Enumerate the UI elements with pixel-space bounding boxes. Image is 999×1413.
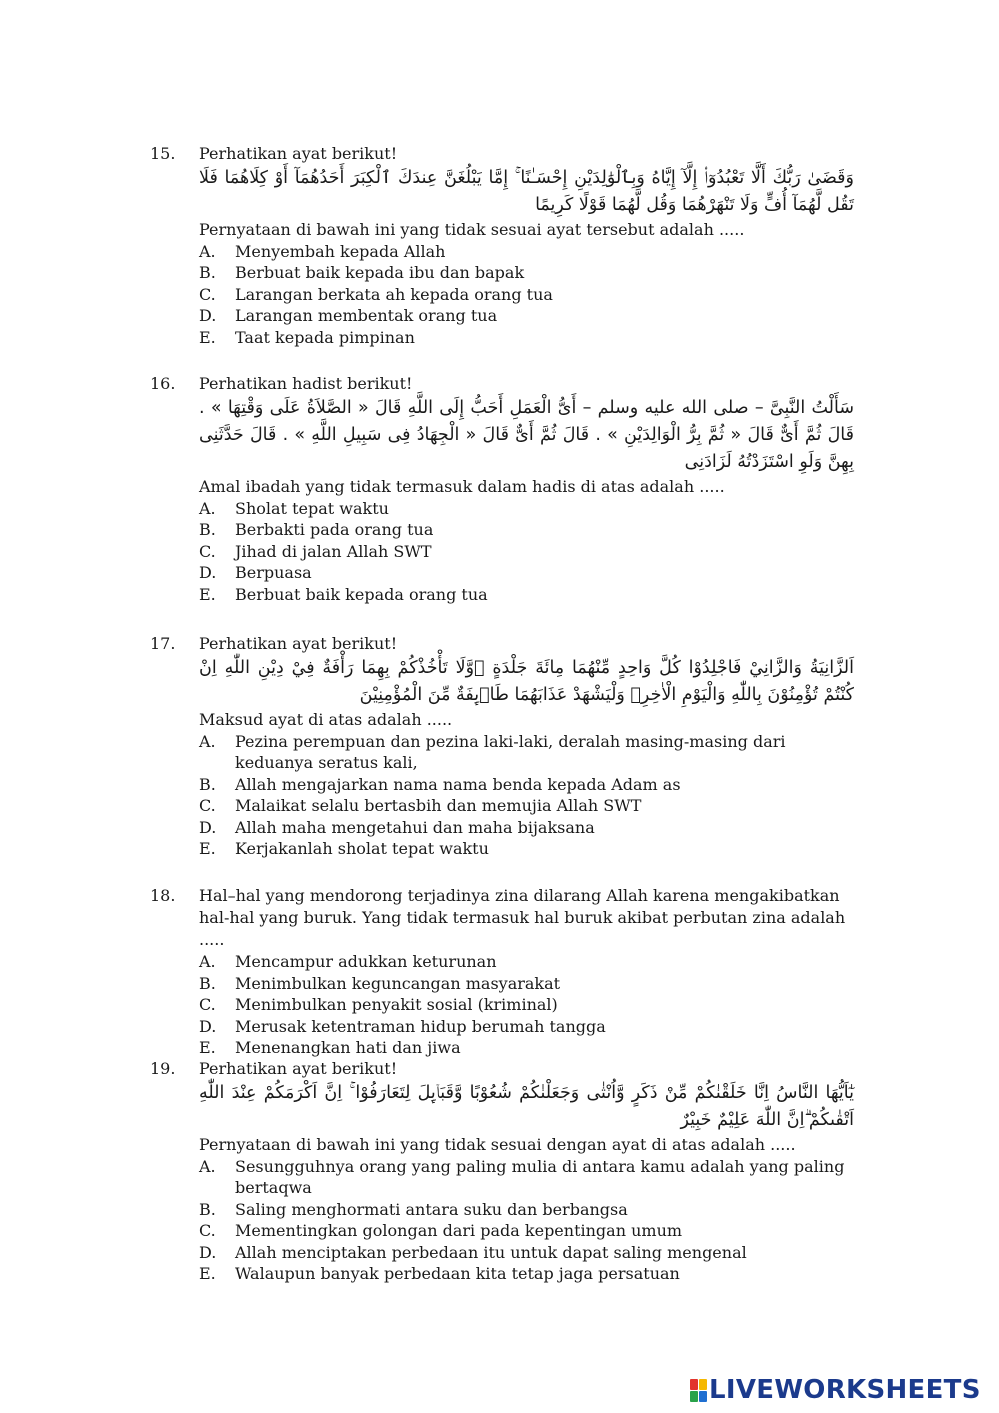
option-text: Allah menciptakan perbedaan itu untuk dapat saling mengenal [235, 1242, 747, 1262]
question-18 [150, 885, 850, 1059]
option-e[interactable] [199, 327, 850, 349]
option-a[interactable] [199, 731, 850, 774]
option-e[interactable] [199, 1037, 850, 1059]
option-letter: A. [199, 241, 216, 261]
option-d[interactable] [199, 1016, 850, 1038]
option-letter: E. [199, 1264, 216, 1284]
option-letter: B. [199, 1199, 216, 1219]
option-d[interactable] [199, 562, 850, 584]
option-text: Mencampur adukkan keturunan [235, 952, 497, 971]
question-statement: Pernyataan di bawah ini yang tidak sesuai dengan ayat di atas adalah ..... [199, 1135, 796, 1154]
option-text: Menimbulkan penyakit sosial (kriminal) [235, 995, 558, 1015]
option-text: Pezina perempuan dan pezina laki-laki, deralah masing-masing dari keduanya seratus kali, [235, 731, 786, 773]
option-a[interactable] [199, 498, 850, 520]
option-letter: A. [199, 1156, 216, 1176]
option-letter: D. [199, 1242, 217, 1262]
option-letter: D. [199, 306, 217, 326]
liveworksheets-brand[interactable] [690, 1375, 990, 1405]
question-number: 18. [150, 886, 176, 905]
logo-square-red [690, 1379, 698, 1390]
option-letter: B. [199, 520, 216, 540]
logo-square-yellow [699, 1379, 707, 1390]
option-text: Merusak ketentraman hidup berumah tangga [235, 1016, 606, 1036]
option-text: Larangan berkata ah kepada orang tua [235, 284, 553, 304]
option-letter: A. [199, 731, 216, 751]
logo-square-blue [699, 1391, 707, 1402]
option-letter: E. [199, 584, 216, 604]
option-b[interactable] [199, 774, 850, 796]
option-text: Menyembah kepada Allah [235, 241, 446, 261]
option-text: Malaikat selalu bertasbih dan memujia Allah SWT [235, 796, 642, 816]
liveworksheets-logo-icon [690, 1379, 706, 1401]
option-letter: A. [199, 952, 216, 971]
option-e[interactable] [199, 838, 850, 860]
question-number: 16. [150, 374, 176, 393]
option-b[interactable] [199, 262, 850, 284]
question-number: 15. [150, 144, 176, 163]
option-text: Sholat tepat waktu [235, 498, 389, 518]
option-letter: E. [199, 327, 216, 347]
question-16 [150, 373, 854, 605]
option-text: Jihad di jalan Allah SWT [235, 541, 432, 561]
option-d[interactable] [199, 1242, 850, 1264]
option-text: Menimbulkan keguncangan masyarakat [235, 973, 561, 993]
option-text: Mementingkan golongan dari pada kepentingan umum [235, 1221, 683, 1241]
question-15 [150, 143, 854, 348]
question-number: 19. [150, 1059, 176, 1078]
arabic-hadith: سَأَلْتُ النَّبِىَّ – صلى الله عليه وسلم – أَىُّ الْعَمَلِ أَحَبُّ إِلَى اللَّهِ قَالَ « الصَّلاَةُ عَلَى وَقْتِهَا » . قَالَ ثُمَّ أَىٌّ قَالَ « ثُمَّ بِرُّ الْوَالِدَيْنِ » . قَالَ ثُمَّ أَىٌّ قَالَ « الْجِهَادُ فِى سَبِيلِ اللَّهِ » . قَالَ حَدَّثَنِى بِهِنَّ وَلَوِ اسْتَزَدْتُهُ لَزَادَنِى [199, 398, 854, 472]
option-text: Berbuat baik kepada orang tua [235, 584, 488, 604]
option-a[interactable] [199, 1156, 850, 1199]
option-e[interactable] [199, 1263, 850, 1285]
option-d[interactable] [199, 817, 850, 839]
option-letter: C. [199, 541, 216, 561]
option-letter: C. [199, 796, 216, 816]
option-text: Saling menghormati antara suku dan berbangsa [235, 1199, 628, 1219]
option-text: Taat kepada pimpinan [235, 327, 415, 347]
option-text: Allah maha mengetahui dan maha bijaksana [235, 817, 595, 837]
option-c[interactable] [199, 541, 850, 563]
option-text: Allah mengajarkan nama nama benda kepada Adam as [235, 774, 681, 794]
option-b[interactable] [199, 519, 850, 541]
option-letter: A. [199, 498, 216, 518]
question-17 [150, 633, 854, 860]
option-letter: B. [199, 774, 216, 794]
arabic-verse: يٰٓاَيُّهَا النَّاسُ اِنَّا خَلَقْنٰكُمْ مِّنْ ذَكَرٍ وَّاُنْثٰى وَجَعَلْنٰكُمْ شُعُوْبًا وَّقَبَاۤىِٕلَ لِتَعَارَفُوْا ۚ اِنَّ اَكْرَمَكُمْ عِنْدَ اللّٰهِ اَتْقٰىكُمْ ۗاِنَّ اللّٰهَ عَلِيْمٌ خَبِيْرٌ [199, 1083, 854, 1130]
option-b[interactable] [199, 973, 850, 995]
arabic-verse: وَقَضَىٰ رَبُّكَ أَلَّا تَعْبُدُوٓا۟ إِلَّآ إِيَّاهُ وَبِٱلْوَٰلِدَيْنِ إِحْسَـٰنًا ۚ إِمَّا يَبْلُغَنَّ عِندَكَ ٱلْكِبَرَ أَحَدُهُمَآ أَوْ كِلَاهُمَا فَلَا تَقُل لَّهُمَآ أُفٍّ وَلَا تَنْهَرْهُمَا وَقُل لَّهُمَا قَوْلًا كَرِيمًا [199, 168, 854, 215]
option-c[interactable] [199, 795, 850, 817]
option-c[interactable] [199, 994, 850, 1016]
option-a[interactable] [199, 951, 850, 973]
question-number: 17. [150, 634, 176, 653]
option-letter: B. [199, 973, 216, 993]
question-statement: Pernyataan di bawah ini yang tidak sesuai ayat tersebut adalah ..... [199, 220, 745, 239]
question-19 [150, 1058, 854, 1285]
option-e[interactable] [199, 584, 850, 606]
option-text: Walaupun banyak perbedaan kita tetap jaga persatuan [235, 1264, 680, 1284]
brand-name: LIVEWORKSHEETS [709, 1375, 981, 1405]
option-letter: C. [199, 1221, 216, 1241]
option-letter: D. [199, 1016, 217, 1036]
question-prompt: Perhatikan ayat berikut! [199, 634, 398, 653]
option-letter: E. [199, 839, 216, 859]
question-prompt: Perhatikan ayat berikut! [199, 144, 398, 163]
option-letter: D. [199, 563, 217, 583]
option-text: Sesungguhnya orang yang paling mulia di antara kamu adalah yang paling bertaqwa [235, 1156, 845, 1198]
option-text: Berbakti pada orang tua [235, 520, 434, 540]
option-b[interactable] [199, 1199, 850, 1221]
logo-square-green [690, 1391, 698, 1402]
option-d[interactable] [199, 305, 850, 327]
option-letter: E. [199, 1038, 216, 1058]
question-statement: Hal–hal yang mendorong terjadinya zina dilarang Allah karena mengakibatkan hal-hal yang buruk. Yang tidak termasuk hal buruk akibat perbutan zina adalah ..... [199, 886, 846, 949]
arabic-verse: اَلزَّانِيَةُ وَالزَّانِيْ فَاجْلِدُوْا كُلَّ وَاحِدٍ مِّنْهُمَا مِائَةَ جَلْدَةٍ ۖوَّلَا تَأْخُذْكُمْ بِهِمَا رَأْفَةٌ فِيْ دِيْنِ اللّٰهِ اِنْ كُنْتُمْ تُؤْمِنُوْنَ بِاللّٰهِ وَالْيَوْمِ الْاٰخِرِۚ وَلْيَشْهَدْ عَذَابَهُمَا طَاۤىِٕفَةٌ مِّنَ الْمُؤْمِنِيْنَ [199, 658, 854, 705]
question-statement: Maksud ayat di atas adalah ..... [199, 710, 453, 729]
question-prompt: Perhatikan hadist berikut! [199, 374, 413, 393]
question-prompt: Perhatikan ayat berikut! [199, 1059, 398, 1078]
option-text: Berpuasa [235, 563, 312, 583]
option-letter: B. [199, 263, 216, 283]
option-a[interactable] [199, 241, 850, 263]
option-text: Menenangkan hati dan jiwa [235, 1038, 461, 1058]
option-c[interactable] [199, 284, 850, 306]
option-c[interactable] [199, 1220, 850, 1242]
option-text: Larangan membentak orang tua [235, 306, 498, 326]
option-letter: D. [199, 817, 217, 837]
question-statement: Amal ibadah yang tidak termasuk dalam hadis di atas adalah ..... [199, 477, 725, 496]
option-text: Berbuat baik kepada ibu dan bapak [235, 263, 525, 283]
option-letter: C. [199, 284, 216, 304]
option-text: Kerjakanlah sholat tepat waktu [235, 839, 489, 859]
option-letter: C. [199, 995, 216, 1015]
